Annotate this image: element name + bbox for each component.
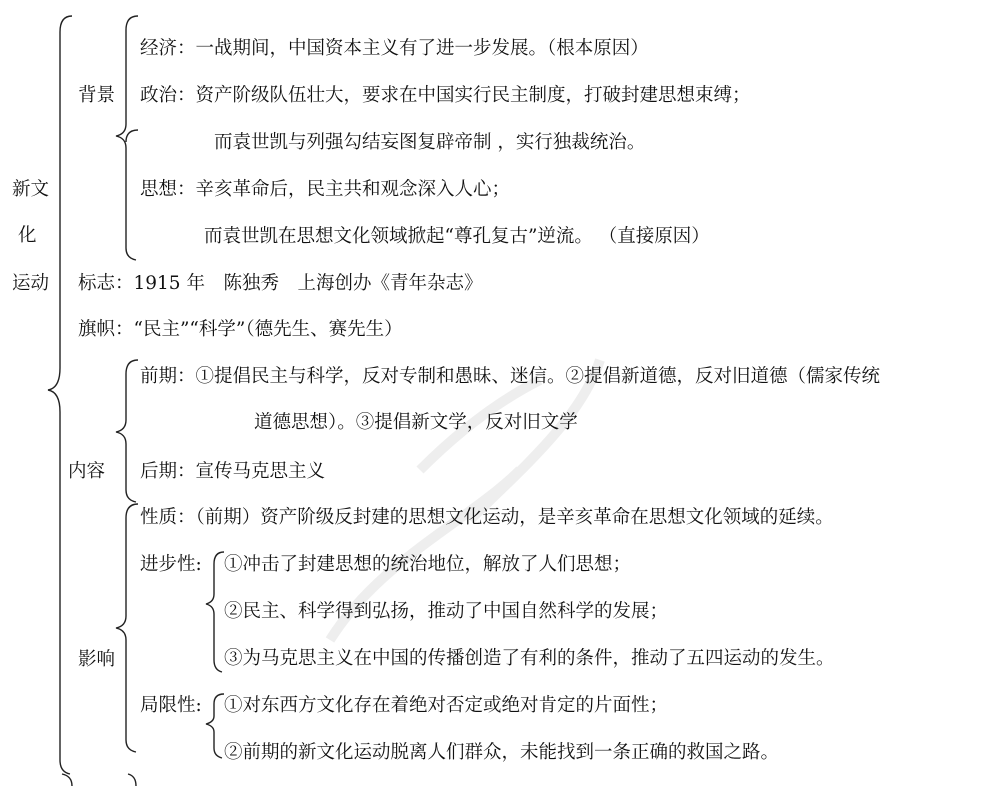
content-brace: [116, 360, 138, 502]
outer-brace: [48, 16, 72, 774]
limit-item-1: ①对东西方文化存在着绝对否定或绝对肯定的片面性；: [224, 695, 669, 716]
background-thought: 思想：辛亥革命后，民主共和观念深入人心；: [140, 179, 511, 200]
content-late: 后期：宣传马克思主义: [140, 461, 326, 482]
progress-item-2: ②民主、科学得到弘扬，推动了中国自然科学的发展；: [224, 601, 669, 622]
content-early: 前期：①提倡民主与科学，反对专制和愚昧、迷信。②提倡新道德，反对旧道德（儒家传统: [140, 366, 881, 387]
movement-banner: 旗帜：“民主”“科学”（德先生、赛先生）: [78, 319, 403, 340]
background-thought-cont: 而袁世凯在思想文化领域掀起“尊孔复古”逆流。 （直接原因）: [204, 226, 710, 247]
root-label-line2: 化: [18, 225, 37, 246]
root-label-line3: 运动: [12, 273, 50, 294]
influence-nature: 性质：（前期）资产阶级反封建的思想文化运动，是辛亥革命在思想文化领域的延续。: [140, 507, 834, 528]
background-label: 背景: [78, 85, 116, 106]
limit-brace: [206, 694, 224, 758]
limit-label: 局限性:: [140, 695, 202, 716]
background-sub-brace: [126, 130, 138, 142]
content-early-cont: 道德思想）。③提倡新文学，反对旧文学: [254, 412, 578, 433]
root-label-line1: 新文: [12, 179, 50, 200]
influence-brace: [116, 504, 138, 752]
background-politics: 政治：资产阶级队伍壮大，要求在中国实行民主制度，打破封建思想束缚；: [140, 85, 751, 106]
limit-item-2: ②前期的新文化运动脱离人们群众，未能找到一条正确的救国之路。: [224, 742, 780, 763]
progress-item-1: ①冲击了封建思想的统治地位，解放了人们思想；: [224, 554, 632, 575]
progress-brace: [206, 552, 224, 672]
bottom-partial-brace-2: [128, 774, 136, 786]
progress-label: 进步性:: [140, 554, 202, 575]
movement-sign: 标志：1915 年 陈独秀 上海创办《青年杂志》: [78, 273, 483, 294]
content-label: 内容: [68, 461, 106, 482]
influence-label: 影响: [78, 649, 116, 670]
background-economy: 经济：一战期间，中国资本主义有了进一步发展。（根本原因）: [140, 38, 649, 59]
background-politics-cont: 而袁世凯与列强勾结妄图复辟帝制 ，实行独裁统治。: [214, 132, 646, 153]
progress-item-3: ③为马克思主义在中国的传播创造了有利的条件，推动了五四运动的发生。: [224, 648, 835, 669]
bottom-partial-brace-1: [62, 774, 72, 786]
